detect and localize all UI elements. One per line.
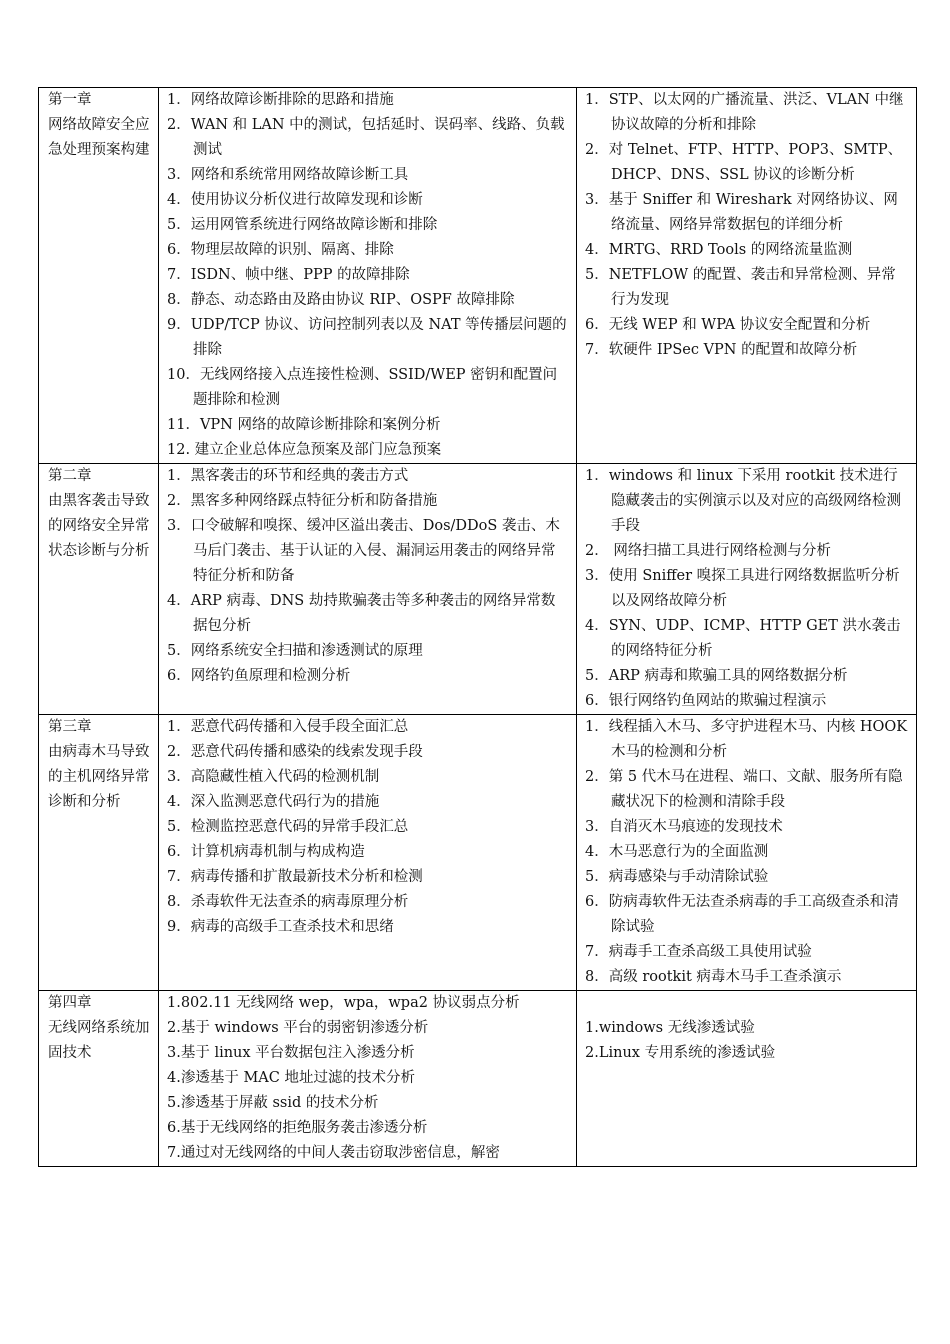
topic-item: 4．ARP 病毒、DNS 劫持欺骗袭击等多种袭击的网络异常数据包分析 [167, 593, 556, 634]
topic-item: 3．网络和系统常用网络故障诊断工具 [167, 167, 409, 183]
topic-item: 1．恶意代码传播和入侵手段全面汇总 [167, 719, 409, 735]
topics-list [167, 715, 568, 940]
topic-item: 9．UDP/TCP 协议、访问控制列表以及 NAT 等传播层问题的排除 [167, 317, 567, 358]
chapter-cell [39, 991, 159, 1167]
lab-item: 1．STP、以太网的广播流量、洪泛、VLAN 中继协议故障的分析和排除 [585, 92, 904, 133]
labs-cell [577, 88, 917, 464]
topic-item: 2.基于 windows 平台的弱密钥渗透分析 [167, 1020, 429, 1036]
topic-item: 5.渗透基于屏蔽 ssid 的技术分析 [167, 1095, 379, 1111]
lab-item: 3．基于 Sniffer 和 Wireshark 对网络协议、网络流量、网络异常数据包的详细分析 [585, 192, 898, 233]
topic-item: 7．ISDN、帧中继、PPP 的故障排除 [167, 267, 410, 283]
chapter-title: 由病毒木马导致的主机网络异常诊断和分析 [48, 744, 150, 810]
labs-cell [577, 715, 917, 991]
topic-item: 7．病毒传播和扩散最新技术分析和检测 [167, 869, 423, 885]
topics-cell [159, 715, 577, 991]
topic-item: 8．杀毒软件无法查杀的病毒原理分析 [167, 894, 409, 910]
topic-item: 12. 建立企业总体应急预案及部门应急预案 [167, 442, 442, 458]
lab-item: 2．第 5 代木马在进程、端口、文献、服务所有隐藏状况下的检测和清除手段 [585, 769, 903, 810]
topic-item: 4．深入监测恶意代码行为的措施 [167, 794, 380, 810]
topics-cell [159, 88, 577, 464]
chapter-number: 第二章 [48, 468, 92, 484]
lab-item: 1.windows 无线渗透试验 [585, 1020, 755, 1036]
labs-list [585, 464, 908, 714]
lab-item: 4．MRTG、RRD Tools 的网络流量监测 [585, 242, 853, 258]
lab-item: 2.Linux 专用系统的渗透试验 [585, 1045, 776, 1061]
topics-list [167, 464, 568, 689]
topic-item: 5．运用网管系统进行网络故障诊断和排除 [167, 217, 438, 233]
topic-item: 2．WAN 和 LAN 中的测试，包括延时、误码率、线路、负载测试 [167, 117, 565, 158]
labs-list [585, 88, 908, 363]
lab-item: 4．SYN、UDP、ICMP、HTTP GET 洪水袭击的网络特征分析 [585, 618, 901, 659]
topic-item: 4．使用协议分析仪进行故障发现和诊断 [167, 192, 423, 208]
chapter-cell [39, 715, 159, 991]
topic-item: 3.基于 linux 平台数据包注入渗透分析 [167, 1045, 415, 1061]
lab-item: 5．NETFLOW 的配置、袭击和异常检测、异常行为发现 [585, 267, 896, 308]
topic-item: 1.802.11 无线网络 wep，wpa，wpa2 协议弱点分析 [167, 995, 520, 1011]
labs-list [585, 715, 908, 990]
lab-item: 1．线程插入木马、多守护进程木马、内核 HOOK 木马的检测和分析 [585, 719, 908, 760]
course-outline-table [38, 87, 917, 1167]
lab-item: 6．防病毒软件无法查杀病毒的手工高级查杀和清除试验 [585, 894, 899, 935]
chapter-row [39, 715, 917, 991]
chapter-row [39, 464, 917, 715]
labs-cell [577, 991, 917, 1167]
topic-item: 6.基于无线网络的拒绝服务袭击渗透分析 [167, 1120, 428, 1136]
topic-item: 11．VPN 网络的故障诊断排除和案例分析 [167, 417, 441, 433]
lab-item: 5．病毒感染与手动清除试验 [585, 869, 769, 885]
topic-item: 3．口令破解和嗅探、缓冲区溢出袭击、Dos/DDoS 袭击、木马后门袭击、基于认证的入侵、漏洞运用袭击的网络异常特征分析和防备 [167, 518, 560, 584]
outline-body [39, 88, 917, 1167]
topic-item: 1．网络故障诊断排除的思路和措施 [167, 92, 394, 108]
lab-item: 4．木马恶意行为的全面监测 [585, 844, 769, 860]
topic-item: 7.通过对无线网络的中间人袭击窃取涉密信息，解密 [167, 1145, 500, 1161]
topic-item: 5．网络系统安全扫描和渗透测试的原理 [167, 643, 423, 659]
topic-item: 5．检测监控恶意代码的异常手段汇总 [167, 819, 409, 835]
labs-cell [577, 464, 917, 715]
topic-item: 2．黑客多种网络踩点特征分析和防备措施 [167, 493, 438, 509]
topics-list [167, 991, 568, 1166]
lab-item: 2． 网络扫描工具进行网络检测与分析 [585, 543, 831, 559]
topic-item: 6．网络钓鱼原理和检测分析 [167, 668, 351, 684]
lab-item: 6．无线 WEP 和 WPA 协议安全配置和分析 [585, 317, 871, 333]
chapter-number: 第一章 [48, 92, 92, 108]
topic-item: 4.渗透基于 MAC 地址过滤的技术分析 [167, 1070, 415, 1086]
labs-list [585, 1016, 908, 1066]
chapter-title: 无线网络系统加固技术 [48, 1020, 150, 1061]
topic-item: 9．病毒的高级手工查杀技术和思绪 [167, 919, 394, 935]
topic-item: 10．无线网络接入点连接性检测、SSID/WEP 密钥和配置问题排除和检测 [167, 367, 558, 408]
lab-item: 2．对 Telnet、FTP、HTTP、POP3、SMTP、DHCP、DNS、SSL 协议的诊断分析 [585, 142, 903, 183]
lab-item: 5．ARP 病毒和欺骗工具的网络数据分析 [585, 668, 848, 684]
lab-item: 7．病毒手工查杀高级工具使用试验 [585, 944, 812, 960]
chapter-row [39, 88, 917, 464]
chapter-cell [39, 88, 159, 464]
topic-item: 2．恶意代码传播和感染的线索发现手段 [167, 744, 423, 760]
topic-item: 3．高隐藏性植入代码的检测机制 [167, 769, 380, 785]
chapter-cell [39, 464, 159, 715]
chapter-title: 网络故障安全应急处理预案构建 [48, 117, 150, 158]
lab-item: 1．windows 和 linux 下采用 rootkit 技术进行隐藏袭击的实例演示以及对应的高级网络检测手段 [585, 468, 901, 534]
lab-item: 8．高级 rootkit 病毒木马手工查杀演示 [585, 969, 842, 985]
chapter-title: 由黑客袭击导致的网络安全异常状态诊断与分析 [48, 493, 150, 559]
lab-item: 6．银行网络钓鱼网站的欺骗过程演示 [585, 693, 827, 709]
lab-item: 7．软硬件 IPSec VPN 的配置和故障分析 [585, 342, 858, 358]
topics-cell [159, 991, 577, 1167]
topic-item: 6．物理层故障的识别、隔离、排除 [167, 242, 394, 258]
lab-item: 3．使用 Sniffer 嗅探工具进行网络数据监听分析以及网络故障分析 [585, 568, 900, 609]
chapter-row [39, 991, 917, 1167]
topic-item: 8．静态、动态路由及路由协议 RIP、OSPF 故障排除 [167, 292, 515, 308]
lab-item: 3．自消灭木马痕迹的发现技术 [585, 819, 783, 835]
topics-cell [159, 464, 577, 715]
topics-list [167, 88, 568, 463]
chapter-number: 第四章 [48, 995, 92, 1011]
topic-item: 1．黑客袭击的环节和经典的袭击方式 [167, 468, 409, 484]
topic-item: 6．计算机病毒机制与构成构造 [167, 844, 365, 860]
chapter-number: 第三章 [48, 719, 92, 735]
